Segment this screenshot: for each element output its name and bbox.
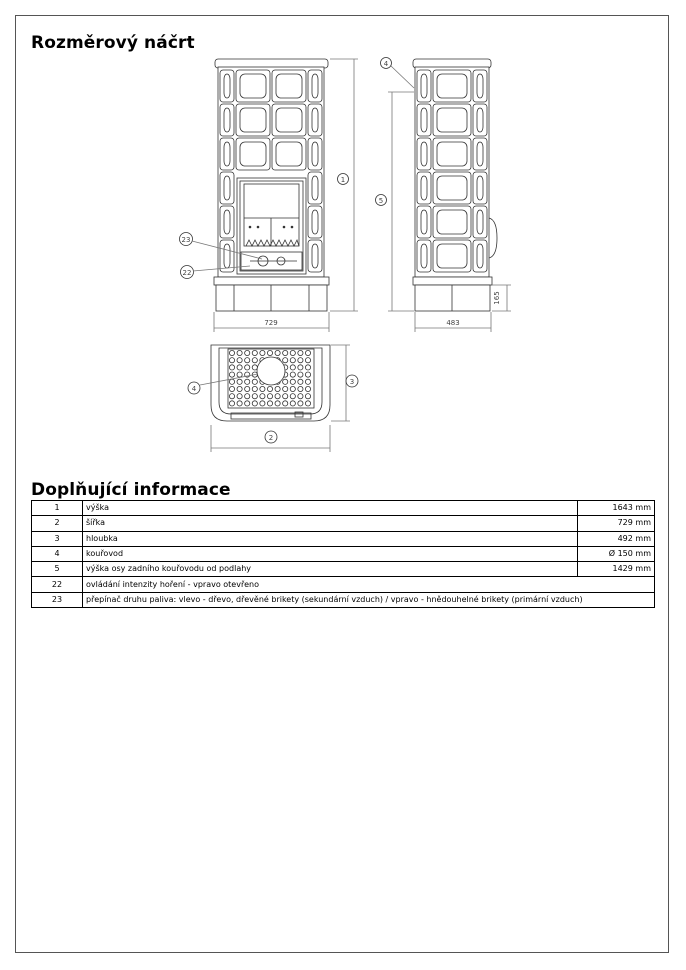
row-number: 2 [32, 516, 83, 531]
side-depth-dim: 483 [446, 319, 460, 327]
row-value: 492 mm [578, 531, 655, 546]
callout-5: 5 [378, 197, 384, 205]
side-view [376, 58, 512, 333]
callout-3: 3 [349, 378, 355, 386]
table-row [32, 577, 655, 592]
table-row [32, 531, 655, 546]
callout-23: 23 [181, 236, 191, 244]
info-table [31, 500, 655, 608]
side-low-dim: 165 [493, 291, 501, 305]
row-value: Ø 150 mm [578, 546, 655, 561]
row-label: šířka [83, 516, 578, 531]
table-row [32, 546, 655, 561]
info-heading: Doplňující informace [31, 480, 231, 500]
callout-2: 2 [268, 434, 274, 442]
row-value: 1643 mm [578, 501, 655, 516]
row-label: ovládání intenzity hoření - vpravo otevřeno [83, 577, 655, 592]
row-label: kouřovod [83, 546, 578, 561]
callout-4-side: 4 [383, 60, 389, 68]
table-row [32, 592, 655, 607]
callout-22: 22 [182, 269, 192, 277]
front-width-dim: 729 [264, 319, 278, 327]
row-label: přepínač druhu paliva: vlevo - dřevo, dřevěné brikety (sekundární vzduch) / vpravo - hnědouhelné brikety (primární vzduch) [83, 592, 655, 607]
table-row [32, 562, 655, 577]
row-number: 1 [32, 501, 83, 516]
row-number: 4 [32, 546, 83, 561]
row-value: 1429 mm [578, 562, 655, 577]
sketch-heading: Rozměrový náčrt [31, 33, 195, 53]
dimension-drawing [0, 0, 686, 470]
row-number: 23 [32, 592, 83, 607]
row-number: 22 [32, 577, 83, 592]
row-label: hloubka [83, 531, 578, 546]
callout-4-top: 4 [191, 385, 197, 393]
row-number: 5 [32, 562, 83, 577]
row-label: výška [83, 501, 578, 516]
row-number: 3 [32, 531, 83, 546]
front-view [180, 59, 359, 332]
table-row [32, 501, 655, 516]
table-row [32, 516, 655, 531]
callout-1: 1 [340, 176, 346, 184]
row-value: 729 mm [578, 516, 655, 531]
row-label: výška osy zadního kouřovodu od podlahy [83, 562, 578, 577]
